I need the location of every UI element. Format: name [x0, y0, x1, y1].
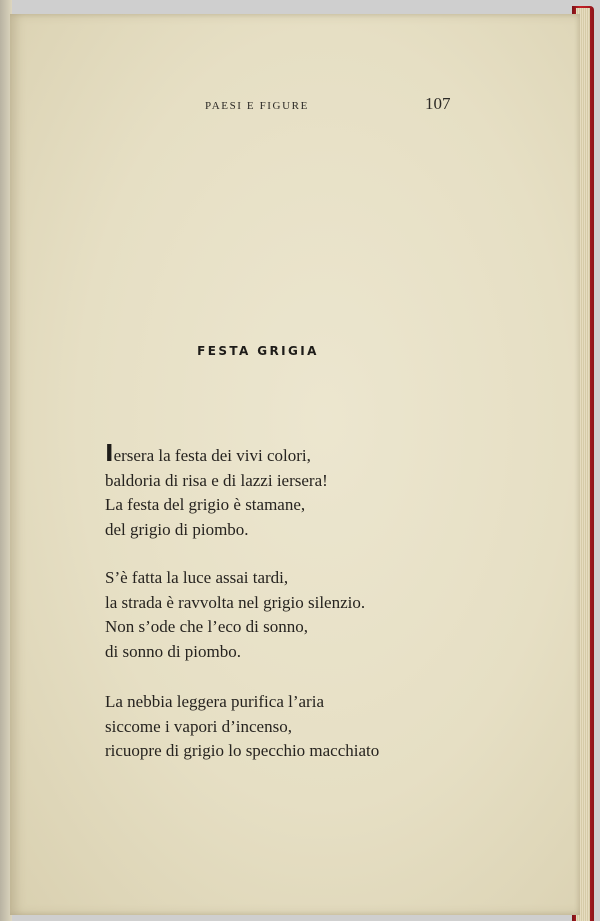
poem-line: Non s’ode che l’eco di sonno,	[105, 617, 309, 636]
page-number: 107	[425, 94, 451, 113]
poem-line: del grigio di piombo.	[105, 519, 249, 539]
poem-line: di sonno di piombo.	[105, 641, 242, 661]
running-head: PAESI E FIGURE	[205, 100, 309, 112]
poem-line: siccome i vapori d’incenso,	[105, 716, 292, 736]
initial-letter: I	[105, 441, 114, 467]
poem-line: La nebbia leggera purifica l’aria	[105, 692, 324, 711]
poem-line: baldoria di risa e di lazzi iersera!	[105, 470, 328, 490]
poem-line: S’è fatta la luce assai tardi,	[105, 568, 289, 587]
poem-title: FESTA GRIGIA	[197, 344, 319, 358]
poem-line-text: ersera la festa dei vivi colori,	[113, 446, 311, 465]
stanza-3	[105, 690, 379, 764]
poem-line: ricuopre di grigio lo specchio macchiato	[105, 741, 380, 760]
stanza-1	[105, 441, 328, 542]
poem-line	[105, 441, 328, 469]
poem-line: la strada è ravvolta nel grigio silenzio.	[105, 592, 366, 612]
stanza-2	[105, 566, 365, 664]
poem-line: La festa del grigio è stamane,	[105, 495, 306, 514]
